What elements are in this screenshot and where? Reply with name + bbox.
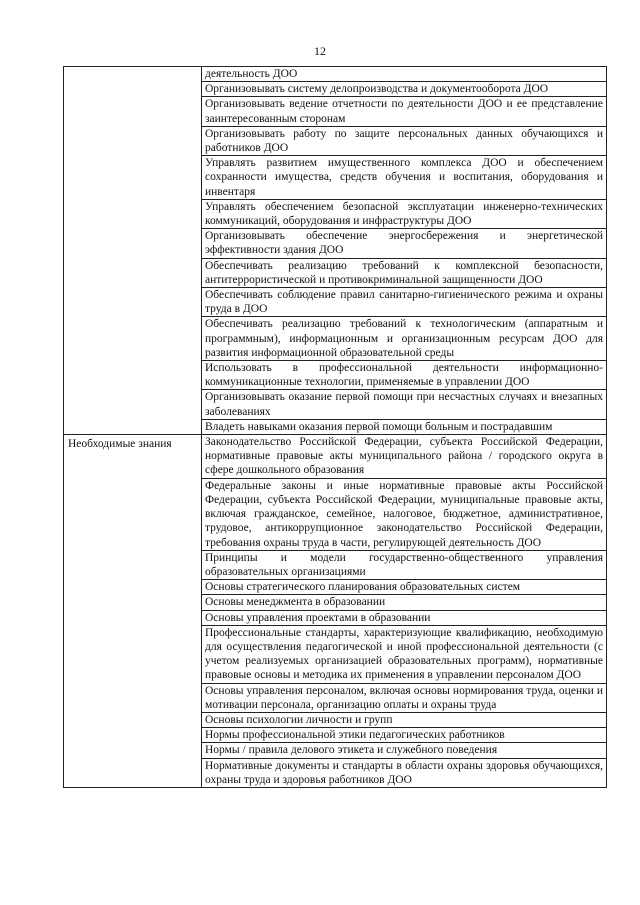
list-item: Принципы и модели государственно-общественного управления образовательных организациями — [202, 550, 606, 579]
list-item: Нормативные документы и стандарты в области охраны здоровья обучающихся, охраны труда и здоровья работников ДОО — [202, 758, 606, 787]
list-item: Нормы / правила делового этикета и служебного поведения — [202, 742, 606, 757]
list-item: Основы управления персоналом, включая основы нормирования труда, оценки и мотивации персонала, организацию оплаты и охраны труда — [202, 683, 606, 712]
list-item: Обеспечивать реализацию требований к технологическим (аппаратным и программным), информационным и организационным ресурсам ДОО для развития информационной образовательной среды — [202, 316, 606, 360]
row-label — [64, 67, 201, 71]
list-item: Основы менеджмента в образовании — [202, 594, 606, 609]
list-item: Организовывать ведение отчетности по деятельности ДОО и ее представление заинтересованным сторонам — [202, 96, 606, 125]
list-item: Управлять обеспечением безопасной эксплуатации инженерно-технических коммуникаций, оборудования и инфраструктуры ДОО — [202, 199, 606, 228]
list-item: Организовывать оказание первой помощи при несчастных случаях и внезапных заболеваниях — [202, 389, 606, 418]
knowledge-list — [202, 435, 606, 787]
list-item: Организовывать систему делопроизводства и документооборота ДОО — [202, 81, 606, 96]
list-item: Профессиональные стандарты, характеризующие квалификацию, необходимую для осуществления педагогической и иной профессиональной деятельности (с учетом реализуемых организацией образовательных программ), нормативные правовые основы и методика их применения в управлении персоналом ДОО — [202, 625, 606, 683]
list-item: Обеспечивать реализацию требований к комплексной безопасности, антитеррористической и противокриминальной защищенности ДОО — [202, 258, 606, 287]
row-label-cell — [64, 435, 202, 788]
row-label: Необходимые знания — [68, 438, 172, 451]
list-item: Основы психологии личности и групп — [202, 712, 606, 727]
list-item: Основы стратегического планирования образовательных систем — [202, 579, 606, 594]
row-label-cell — [64, 67, 202, 435]
list-item: Законодательство Российской Федерации, субъекта Российской Федерации, нормативные правовые акты муниципального района / городского округа в сфере дошкольного образования — [205, 436, 603, 477]
table-row-knowledge — [64, 435, 607, 788]
row-content-cell — [202, 67, 607, 435]
page-number: 12 — [314, 44, 326, 58]
row-content-cell — [202, 435, 607, 788]
list-item: Основы управления проектами в образовании — [202, 610, 606, 625]
skills-list — [202, 67, 606, 434]
list-item: Управлять развитием имущественного комплекса ДОО и обеспечением сохранности имущества, средств обучения и воспитания, оборудования и инвентаря — [202, 155, 606, 199]
list-item: Организовывать работу по защите персональных данных обучающихся и работников ДОО — [202, 126, 606, 155]
table-row-skills — [64, 67, 607, 435]
competency-table — [63, 66, 607, 788]
list-item: Обеспечивать соблюдение правил санитарно-гигиенического режима и охраны труда в ДОО — [202, 287, 606, 316]
list-item: Использовать в профессиональной деятельности информационно-коммуникационные технологии, применяемые в управлении ДОО — [202, 360, 606, 389]
list-item: Владеть навыками оказания первой помощи больным и пострадавшим — [202, 419, 606, 434]
list-item: деятельность ДОО — [205, 68, 298, 80]
list-item: Федеральные законы и иные нормативные правовые акты Российской Федерации, субъекта Российской Федерации, муниципальные правовые акты, включая гражданское, семейное, налоговое, бюджетное, административное, трудовое, антикоррупционное законодательство Российской Федерации, требования охраны труда в части, регулирующей деятельность ДОО — [202, 478, 606, 550]
list-item: Организовывать обеспечение энергосбережения и энергетической эффективности здания ДОО — [202, 228, 606, 257]
list-item: Нормы профессиональной этики педагогических работников — [202, 727, 606, 742]
